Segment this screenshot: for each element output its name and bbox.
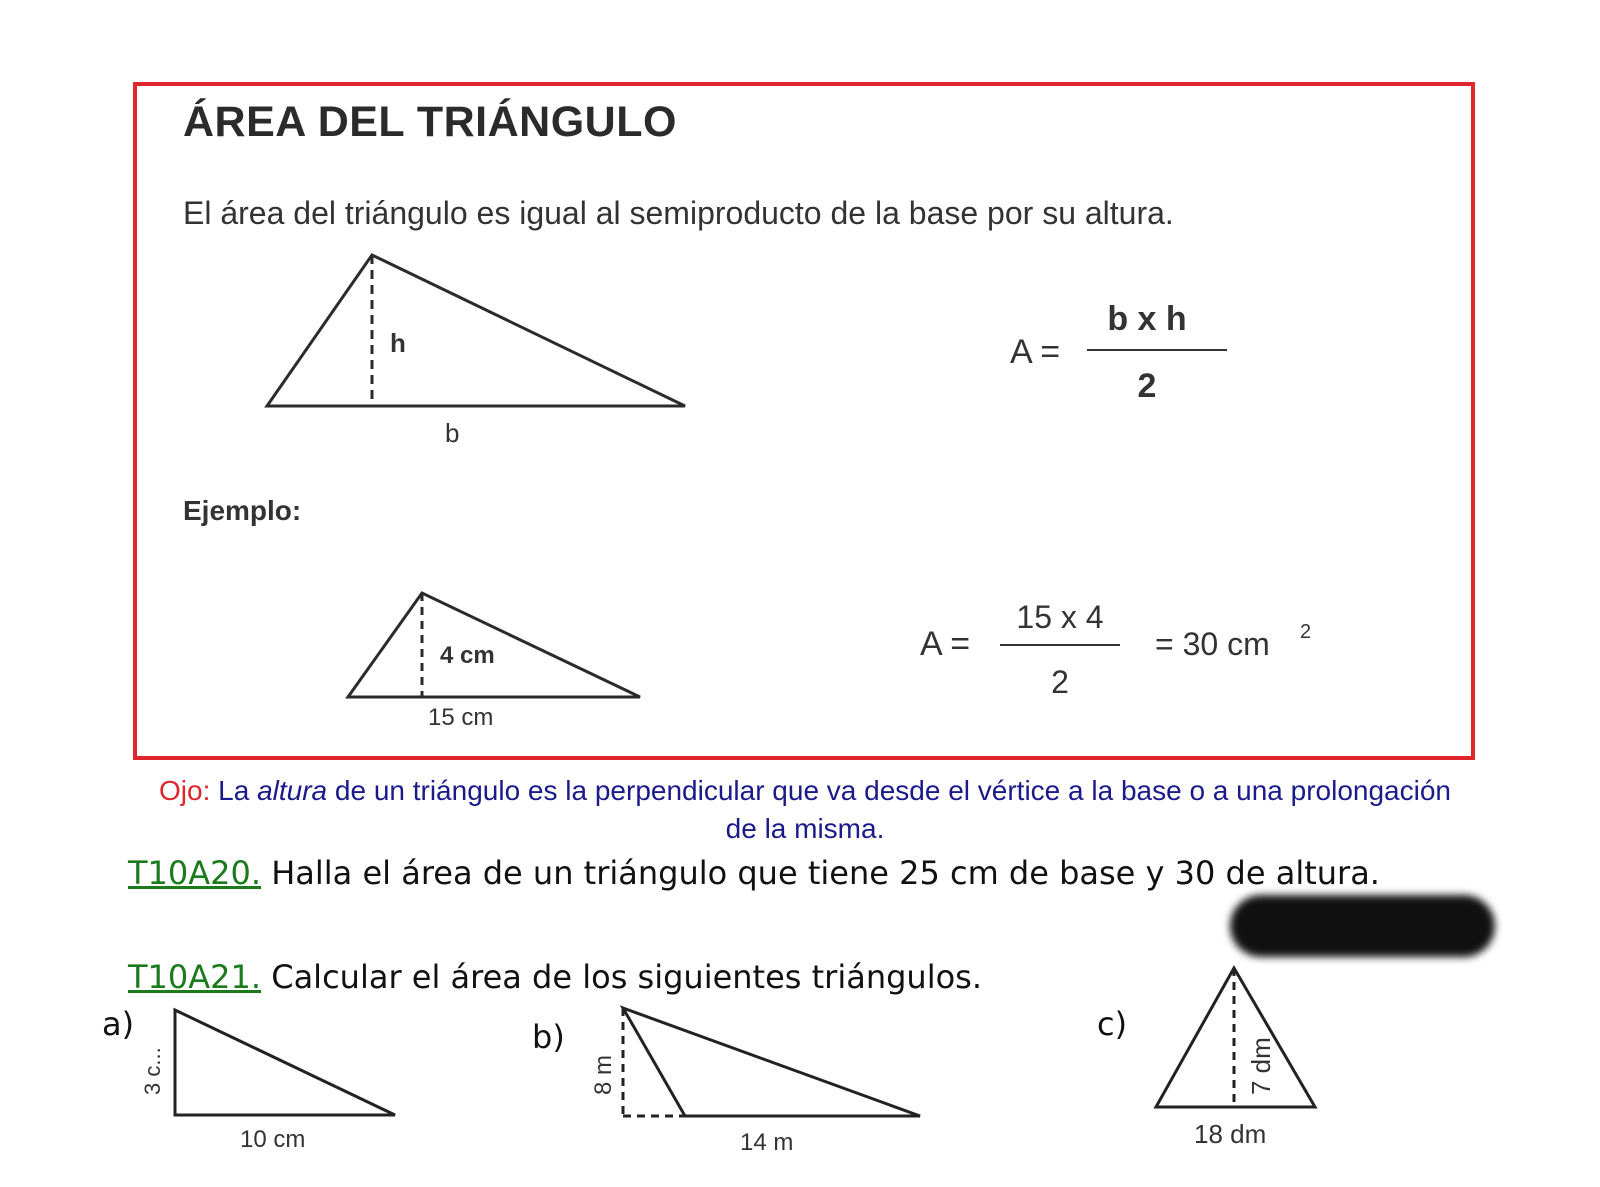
example-base-label: 15 cm xyxy=(428,704,494,731)
task-t10a20 xyxy=(128,854,1380,892)
example-lhs: A = xyxy=(920,625,971,663)
height-label: h xyxy=(390,328,406,358)
page-title: ÁREA DEL TRIÁNGULO xyxy=(183,98,677,146)
area-definition: El área del triángulo es igual al semiproducto de la base por su altura. xyxy=(183,195,1174,231)
task-code: T10A20. xyxy=(128,854,262,892)
task-text: Halla el área de un triángulo que tiene 25 cm de base y 30 de altura. xyxy=(261,854,1380,892)
altitude-note xyxy=(140,772,1470,848)
task-t10a21 xyxy=(128,958,982,996)
exercise-a-triangle xyxy=(135,1000,410,1170)
triangle-c-base-label: 18 dm xyxy=(1194,1119,1267,1149)
area-formula xyxy=(975,285,1255,430)
formula-numerator: b x h xyxy=(1107,300,1187,338)
note-emphasis: altura xyxy=(257,775,328,806)
formula-lhs: A = xyxy=(1010,333,1061,371)
task-text: Calcular el área de los siguientes triángulos. xyxy=(261,958,983,996)
main-triangle-diagram xyxy=(255,250,705,460)
example-denominator: 2 xyxy=(1051,664,1069,700)
formula-denominator: 2 xyxy=(1137,367,1157,405)
note-text-after: de un triángulo es la perpendicular que va desde el vértice a la base o a una prolongación de la misma. xyxy=(327,775,1451,844)
note-text-before: La xyxy=(210,775,258,806)
example-label: Ejemplo: xyxy=(183,495,302,526)
example-height-label: 4 cm xyxy=(440,642,495,669)
triangle-c-height-label: 7 dm xyxy=(1246,1037,1276,1095)
exercise-a-letter: a) xyxy=(102,1005,135,1043)
example-calculation xyxy=(915,605,1335,720)
triangle-b-height-label: 8 m xyxy=(590,1054,617,1095)
example-result: = 30 cm xyxy=(1155,626,1270,662)
exercise-b-letter: b) xyxy=(532,1018,565,1056)
triangle-b-base-label: 14 m xyxy=(740,1129,794,1156)
base-label: b xyxy=(445,418,460,448)
triangle-a xyxy=(175,1010,395,1115)
main-triangle xyxy=(267,255,685,406)
exercise-c-triangle xyxy=(1150,960,1340,1175)
example-numerator: 15 x 4 xyxy=(1016,605,1104,635)
task-code: T10A21. xyxy=(128,958,262,996)
triangle-a-height-label: 3 c... xyxy=(140,1047,165,1095)
redaction-blot xyxy=(1230,895,1495,957)
example-triangle-diagram xyxy=(340,585,650,735)
exercise-c-letter: c) xyxy=(1097,1005,1128,1043)
triangle-a-base-label: 10 cm xyxy=(240,1126,306,1153)
exercise-b-triangle xyxy=(585,1000,945,1170)
triangle-b xyxy=(623,1008,920,1116)
note-prefix: Ojo: xyxy=(159,775,211,806)
example-exponent: 2 xyxy=(1300,621,1312,643)
